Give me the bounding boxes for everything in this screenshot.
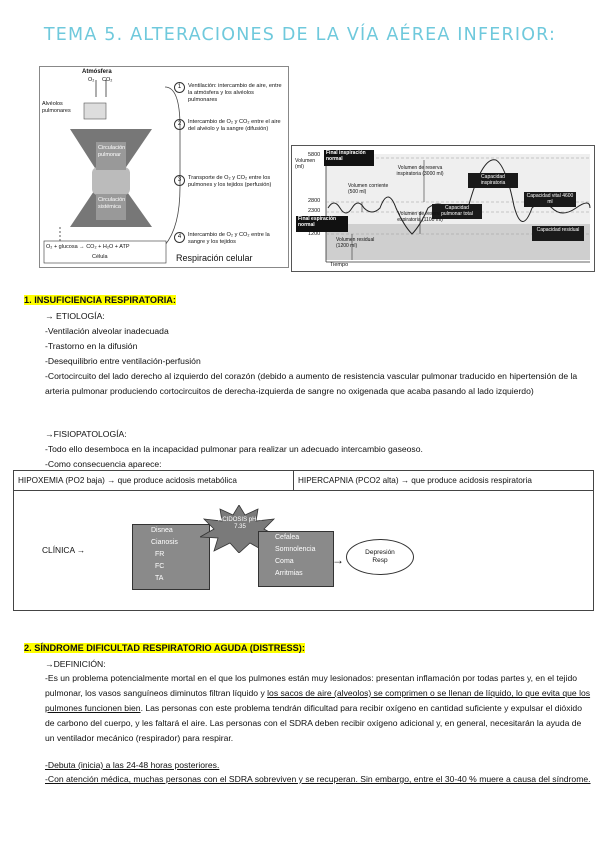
clinica-label: CLÍNICA → bbox=[42, 545, 86, 555]
depresion-resp-oval bbox=[346, 539, 414, 575]
ytick-1200: 1200 bbox=[308, 231, 321, 237]
etiologia-item-3: -Desequilibrio entre ventilación-perfusión bbox=[45, 356, 201, 366]
symptom-ta: TA bbox=[155, 575, 164, 582]
section-2-heading bbox=[24, 641, 305, 656]
etiologia-label: → ETIOLOGÍA: bbox=[45, 311, 105, 321]
definicion-label: →DEFINICIÓN: bbox=[45, 659, 106, 669]
symptom-cianosis: Cianosis bbox=[151, 539, 178, 546]
definicion-part-c: . Las personas con este problema tendrán dificultad para recibir oxígeno en cantidad suficiente y expulsar el dióxido de carbono del cuerpo, y les faltará el aire. Las personas con el SDRA deben recibir oxígeno adicional y, en general, necesitarán la ayuda de un ventilador mecánico (respirador) para respirar. bbox=[45, 703, 582, 743]
atencion-line: -Con atención médica, muchas personas con el SDRA sobreviven y se recuperan. Sin embargo, entre el 30-40 % muere a causa del síndrome. bbox=[45, 774, 591, 784]
symptom-disnea: Disnea bbox=[151, 527, 173, 534]
step-4-number: 4 bbox=[174, 232, 185, 243]
spirogram-ylabel: Volumen (ml) bbox=[295, 158, 316, 170]
symptoms-box-left bbox=[132, 524, 210, 590]
symptom-coma: Coma bbox=[275, 558, 294, 565]
final-expiration-box: Final espiración normal bbox=[298, 216, 337, 228]
ytick-5800: 5800 bbox=[308, 152, 321, 158]
cortocircuito-paragraph: -Cortocircuito del lado derecho al izquierdo del corazón (debido a aumento de resistencia vascular pulmonar traducido en hipertensión de la arteria pulmonar produciendo cortocircuitos de derecha-izquierda de sangre no oxigenada que acaba pasando al lado izquierdo) bbox=[45, 371, 578, 396]
ytick-2300: 2300 bbox=[308, 208, 321, 214]
co2-label: CO₂ bbox=[102, 77, 113, 83]
step-2-text: Intercambio de O₂ y CO₂ entre el aire del alvéolo y la sangre (difusión) bbox=[188, 119, 281, 132]
fisiopatologia-label: →FISIOPATOLOGÍA: bbox=[45, 429, 127, 439]
spirogram-figure bbox=[291, 145, 595, 272]
symptom-arritmias: Arritmias bbox=[275, 570, 303, 577]
section-1-heading-text: 1. INSUFICIENCIA RESPIRATORIA: bbox=[24, 295, 176, 305]
atmosphere-label: Atmósfera bbox=[82, 69, 112, 75]
capacidad-vital-box: Capacidad vital 4600 ml bbox=[526, 193, 574, 205]
hipercapnia-cell: HIPERCAPNIA (PCO2 alta) → que produce acidosis respiratoria bbox=[298, 476, 532, 485]
debuta-line: -Debuta (inicia) a las 24-48 horas posteriores. bbox=[45, 760, 220, 770]
symptom-somnolencia: Somnolencia bbox=[275, 546, 316, 553]
fisio-item-1: -Todo ello desemboca en la incapacidad pulmonar para realizar un adecuado intercambio gaseoso. bbox=[45, 444, 423, 454]
definicion-part-b: los sacos de aire (alveolos) se comprimen o se llenan de líquido, lo que evita que los pulmones funcionen bien bbox=[45, 688, 591, 713]
step-4-text: Intercambio de O₂ y CO₂ entre la sangre y los tejidos bbox=[188, 232, 270, 245]
step-3-text: Transporte de O₂ y CO₂ entre los pulmones y los tejidos (perfusión) bbox=[188, 175, 272, 188]
alveoli-label: Alvéolos pulmonares bbox=[42, 101, 71, 114]
ytick-2800: 2800 bbox=[308, 198, 321, 204]
page-title: TEMA 5. ALTERACIONES DE LA VÍA AÉREA INFERIOR: bbox=[43, 25, 557, 45]
table-divider-h bbox=[14, 490, 593, 491]
symptoms-box-right bbox=[258, 531, 334, 587]
pulmonary-circulation-label: Circulación pulmonar bbox=[98, 145, 126, 158]
etiologia-item-1: -Ventilación alveolar inadecuada bbox=[45, 326, 169, 336]
symptom-fr: FR bbox=[155, 551, 165, 558]
acidosis-star-label: ACIDOSIS pH < 7.35 bbox=[218, 517, 262, 530]
capacidad-inspiratoria-box: Capacidad inspiratoria bbox=[480, 174, 506, 186]
hipoxemia-cell: HIPOXEMIA (PO2 baja) → que produce acidosis metabólica bbox=[18, 476, 237, 485]
symptom-fc: FC bbox=[155, 563, 165, 570]
cell-equation: O₂ + glucosa → CO₂ + H₂O + ATP bbox=[46, 244, 130, 250]
systemic-circulation-label: Circulación sistémica bbox=[98, 197, 126, 210]
step-1-number: 1 bbox=[174, 82, 185, 93]
capacidad-residual-box: Capacidad residual bbox=[536, 227, 580, 233]
consequences-table bbox=[13, 470, 594, 611]
vre-label: Volumen de reserva espiratoria (1100 ml) bbox=[397, 211, 443, 223]
section-1-heading bbox=[24, 293, 176, 308]
etiologia-item-2: -Trastorno en la difusión bbox=[45, 341, 138, 351]
depresion-resp-label: Depresión Resp bbox=[365, 549, 395, 564]
spirogram-xlabel: Tiempo bbox=[330, 262, 349, 268]
respiration-caption: Respiración celular bbox=[176, 253, 253, 263]
final-inspiration-box: Final inspiración normal bbox=[326, 150, 366, 162]
table-divider-v bbox=[293, 471, 294, 490]
step-2-number: 2 bbox=[174, 119, 185, 130]
cell-label: Célula bbox=[92, 254, 108, 260]
capacidad-pulmonar-total-box: Capacidad pulmonar total bbox=[441, 205, 473, 217]
step-1-text: Ventilación: intercambio de aire, entre la atmósfera y los alvéolos pulmonares bbox=[188, 83, 282, 103]
symptom-cefalea: Cefalea bbox=[275, 534, 300, 541]
vri-label: Volumen de reserva inspiratoria (3000 ml) bbox=[396, 165, 444, 177]
arrow-to-oval: → bbox=[332, 553, 344, 567]
fisio-item-2: -Como consecuencia aparece: bbox=[45, 459, 162, 469]
vr-label: Volumen residual (1200 ml) bbox=[336, 237, 375, 249]
o2-label: O₂ bbox=[88, 77, 95, 83]
section-2-heading-text: 2. SÍNDROME DIFICULTAD RESPIRATORIO AGUDA (DISTRESS): bbox=[24, 643, 305, 653]
vc-label: Volumen corriente (500 ml) bbox=[348, 183, 389, 195]
definicion-part-a: -Es un problema potencialmente mortal en el que los pulmones están muy lesionados: presentan inflamación por todas partes y, en el tejido pulmonar, los vasos sanguíneos diminutos filtran líquido y bbox=[45, 673, 578, 698]
definicion-paragraph bbox=[45, 671, 593, 746]
step-3-number: 3 bbox=[174, 175, 185, 186]
respiration-diagram bbox=[39, 66, 289, 268]
